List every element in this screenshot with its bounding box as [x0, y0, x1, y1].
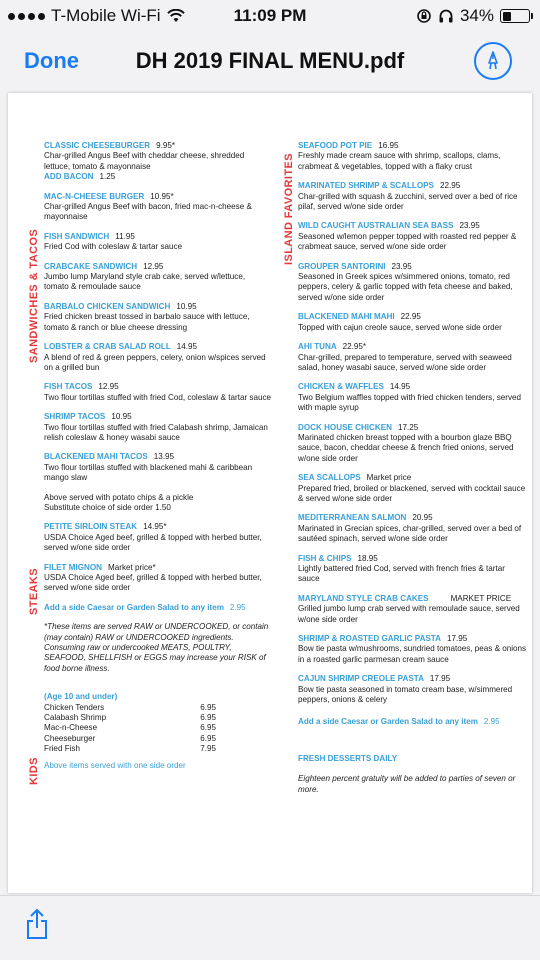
- raw-warning: *These items are served RAW or UNDERCOOKED, or contain (may contain) RAW or UNDERCOOKED ingredients. Consuming raw or undercooked MEATS, POULTRY, SEAFOOD, SHELLFISH or EGGS may increase your RISK of food borne illness.: [44, 622, 269, 673]
- headphones-icon: [438, 8, 454, 24]
- menu-item: [298, 423, 528, 465]
- item-name: FISH TACOS: [44, 382, 93, 392]
- menu-item: [298, 473, 528, 504]
- kids-header: (Age 10 and under): [44, 692, 118, 702]
- share-button[interactable]: [26, 908, 48, 945]
- item-price: 20.95: [412, 513, 433, 523]
- table-row: [44, 713, 244, 723]
- steak-add-salad: [44, 603, 272, 613]
- kids-item-price: 6.95: [200, 702, 216, 712]
- item-name: CLASSIC CHEESEBURGER: [44, 141, 151, 150]
- item-price: 23.95: [459, 221, 480, 231]
- item-description: Two flour tortillas stuffed with blackened mahi & caribbean mango slaw: [44, 462, 253, 483]
- item-description: Freshly made cream sauce with shrimp, scallops, clams, crabmeat & vegetables, topped with a flaky crust: [298, 151, 501, 171]
- item-price: 14.95*: [143, 522, 167, 532]
- item-description: Jumbo lump Maryland style crab cake, served w/lettuce, tomato & remoulade sauce: [44, 272, 246, 292]
- item-description: Char-grilled with squash & zucchini, served over a bed of rice pilaf, served w/one side order: [298, 191, 518, 212]
- item-description: USDA Choice Aged beef, grilled & topped with herbed butter, served w/one side order: [44, 573, 262, 593]
- item-name: FISH SANDWICH: [44, 231, 110, 241]
- item-name: PETITE SIRLOIN STEAK: [44, 522, 138, 532]
- item-name: MARYLAND STYLE CRAB CAKES: [298, 593, 429, 603]
- menu-item: [298, 221, 528, 252]
- carrier-label: T-Mobile Wi-Fi: [51, 6, 161, 25]
- item-description: Two flour tortillas stuffed with fried Cod, coleslaw & tartar sauce: [44, 392, 272, 402]
- menu-item: [44, 452, 272, 483]
- item-description: Marinated chicken breast topped with a bourbon glaze BBQ sauce, bacon, cheddar cheese & french fried onions, served w/one side order: [298, 432, 514, 463]
- table-row: [44, 744, 244, 754]
- markup-pen-icon: [482, 50, 504, 72]
- item-description: Seasoned in Greek spices w/simmered onions, tomato, red peppers, celery & garlic topped with feta cheese and baked, served w/one side order: [298, 272, 513, 302]
- status-right: [416, 6, 530, 26]
- item-name: SEAFOOD POT PIE: [298, 141, 373, 150]
- add-salad-label: Add a side Caesar or Garden Salad to any item: [44, 602, 224, 612]
- item-name: MEDITERRANEAN SALMON: [298, 513, 407, 523]
- item-name: BLACKENED MAHI MAHI: [298, 312, 395, 322]
- kids-item-price: 6.95: [200, 723, 216, 733]
- kids-item-price: 7.95: [200, 744, 216, 754]
- table-row: [44, 734, 244, 744]
- menu-item: [298, 674, 528, 705]
- item-price: MARKET PRICE: [450, 593, 512, 603]
- kids-item-price: 6.95: [200, 733, 216, 743]
- menu-item: [44, 563, 272, 594]
- item-price: 22.95: [439, 181, 461, 191]
- kids-item-name: Calabash Shrimp: [44, 713, 107, 723]
- item-description: Char-grilled, prepared to temperature, served with seaweed salad, honey wasabi sauce, served w/one side order: [298, 352, 512, 372]
- item-price: 17.95: [429, 674, 451, 684]
- item-name: GROUPER SANTORINI: [298, 261, 386, 271]
- item-description: USDA Choice Aged beef, grilled & topped with herbed butter, served w/one side order: [44, 532, 262, 553]
- sandwich-notes: [44, 493, 272, 514]
- desserts-label: FRESH DESSERTS DAILY: [298, 753, 398, 763]
- item-name: CAJUN SHRIMP CREOLE PASTA: [298, 674, 424, 684]
- island-add-salad: [298, 717, 528, 727]
- menu-item: [298, 554, 528, 585]
- gratuity-note: Eighteen percent gratuity will be added to parties of seven or more.: [298, 774, 516, 794]
- item-name: LOBSTER & CRAB SALAD ROLL: [44, 342, 171, 352]
- menu-item: [298, 382, 528, 413]
- menu-right-column: [298, 141, 528, 804]
- menu-item: [298, 141, 528, 172]
- item-name: WILD CAUGHT AUSTRALIAN SEA BASS: [298, 221, 454, 231]
- table-row: [44, 703, 244, 713]
- item-name: DOCK HOUSE CHICKEN: [298, 422, 392, 432]
- item-description: A blend of red & green peppers, celery, onion w/spices served on a grilled bun: [44, 352, 266, 372]
- item-description: Bow tie pasta seasoned in tomato cream base, w/simmered peppers, onions & celery: [298, 684, 513, 705]
- done-button[interactable]: Done: [24, 48, 79, 73]
- item-price: 18.95: [357, 553, 378, 563]
- kids-item-name: Cheeseburger: [44, 733, 96, 743]
- menu-item: [298, 594, 528, 625]
- item-price: 10.95: [176, 301, 197, 311]
- menu-item: [44, 192, 272, 223]
- kids-section: [44, 692, 272, 771]
- item-description: Bow tie pasta w/mushrooms, sundried tomatoes, peas & onions in a roasted garlic parmesan cream sauce: [298, 644, 527, 664]
- menu-item: [298, 262, 528, 304]
- item-name: CRABCAKE SANDWICH: [44, 261, 138, 271]
- item-description: Seasoned w/lemon pepper topped with roasted red pepper & crabmeat sauce, served w/one side order: [298, 231, 517, 252]
- item-price: 12.95: [98, 382, 119, 392]
- item-price: 10.95: [111, 412, 132, 422]
- section-label-kids: KIDS: [28, 757, 40, 785]
- add-salad-label: Add a side Caesar or Garden Salad to any item: [298, 717, 478, 727]
- item-name: SEA SCALLOPS: [298, 473, 361, 483]
- item-description: Char-grilled Angus Beef with bacon, fried mac-n-cheese & mayonnaise: [44, 202, 252, 222]
- sandwich-note: Substitute choice of side order 1.50: [44, 502, 171, 512]
- item-price: 17.95: [447, 634, 468, 644]
- kids-item-name: Mac-n-Cheese: [44, 723, 98, 733]
- item-name: MAC-N-CHEESE BURGER: [44, 191, 145, 201]
- kids-menu-table: [44, 703, 244, 755]
- item-price: 13.95: [153, 452, 174, 462]
- item-description: Two Belgium waffles topped with fried chicken tenders, served with maple syrup: [298, 392, 521, 413]
- section-label-sandwiches: SANDWICHES & TACOS: [28, 228, 40, 363]
- add-salad-price: 2.95: [229, 602, 246, 612]
- menu-item: [44, 302, 272, 333]
- item-name: BLACKENED MAHI TACOS: [44, 452, 148, 462]
- item-description: Fried Cod with coleslaw & tartar sauce: [44, 242, 183, 252]
- item-name: BARBALO CHICKEN SANDWICH: [44, 301, 171, 311]
- item-name: AHI TUNA: [298, 342, 337, 352]
- status-bar: [0, 0, 540, 30]
- item-description: Char-grilled Angus Beef with cheddar cheese, shredded lettuce, tomato & mayonnaise: [44, 151, 245, 171]
- item-description: Marinated in Grecian spices, char-grilled, served over a bed of sautéed spinach, served w/one side order: [298, 523, 522, 544]
- item-price: 22.95*: [342, 342, 367, 352]
- item-price: Market price: [366, 473, 412, 483]
- menu-item: [298, 513, 528, 544]
- kids-item-price: 6.95: [200, 713, 216, 723]
- item-price: 16.95: [378, 141, 399, 150]
- menu-item: [44, 342, 272, 373]
- desserts-note: [298, 754, 528, 764]
- item-name: MARINATED SHRIMP & SCALLOPS: [298, 181, 434, 191]
- add-salad-price: 2.95: [483, 717, 500, 727]
- nav-bar: [0, 30, 540, 90]
- markup-button[interactable]: [474, 42, 512, 80]
- item-price: 14.95: [389, 382, 411, 392]
- menu-item: [298, 181, 528, 212]
- bottom-toolbar: [0, 895, 540, 960]
- item-price: 9.95*: [156, 141, 176, 150]
- menu-item: [44, 262, 272, 293]
- kids-note: Above items served with one side order: [44, 760, 186, 770]
- section-label-island-favorites: ISLAND FAVORITES: [283, 153, 295, 265]
- sandwich-note: Above served with potato chips & a pickle: [44, 492, 194, 502]
- item-description: Two flour tortillas stuffed with fried Calabash shrimp, Jamaican relish coleslaw & honey wasabi sauce: [44, 422, 268, 442]
- pdf-page[interactable]: [8, 93, 532, 893]
- item-price: 12.95: [143, 261, 164, 271]
- item-price: Market price*: [108, 562, 156, 572]
- section-label-steaks: STEAKS: [28, 567, 40, 615]
- menu-item: [44, 412, 272, 443]
- add-bacon-price: 1.25: [99, 172, 116, 182]
- item-description: Lightly battered fried Cod, served with french fries & tartar sauce: [298, 564, 505, 584]
- battery-fill: [503, 12, 512, 21]
- menu-item: [298, 312, 528, 333]
- menu-item: [44, 232, 272, 253]
- item-name: FILET MIGNON: [44, 562, 102, 572]
- document-title: DH 2019 FINAL MENU.pdf: [135, 48, 405, 73]
- share-icon: [26, 908, 48, 940]
- item-description: Grilled jumbo lump crab served with remoulade sauce, served w/one side order: [298, 604, 520, 624]
- menu-item: [44, 522, 272, 553]
- battery-icon: [500, 9, 530, 23]
- item-name: CHICKEN & WAFFLES: [298, 382, 384, 392]
- orientation-lock-icon: [416, 8, 432, 24]
- item-price: 14.95: [176, 342, 198, 352]
- item-price: 22.95: [400, 312, 421, 322]
- battery-percent: 34%: [459, 6, 494, 25]
- kids-item-name: Chicken Tenders: [44, 702, 105, 712]
- item-price: 23.95: [391, 261, 412, 271]
- item-name: FISH & CHIPS: [298, 553, 352, 563]
- table-row: [44, 723, 244, 733]
- item-description: Prepared fried, broiled or blackened, served with cocktail sauce & served w/one side order: [298, 483, 526, 503]
- item-description: Topped with cajun creole sauce, served w/one side order: [298, 322, 502, 332]
- item-price: 10.95*: [150, 191, 174, 201]
- kids-item-name: Fried Fish: [44, 744, 80, 754]
- item-price: 17.25: [397, 422, 419, 432]
- status-time: 11:09 PM: [233, 6, 307, 25]
- menu-item: [298, 634, 528, 665]
- add-bacon-label: ADD BACON: [44, 172, 94, 182]
- item-name: SHRIMP TACOS: [44, 412, 106, 422]
- item-description: Fried chicken breast tossed in barbalo sauce with lettuce, tomato & ranch or blue cheese dressing: [44, 312, 250, 332]
- menu-left-column: [44, 141, 272, 771]
- menu-item: [44, 141, 272, 183]
- menu-item: [44, 382, 272, 403]
- item-name: SHRIMP & ROASTED GARLIC PASTA: [298, 634, 441, 644]
- item-price: 11.95: [115, 231, 135, 241]
- menu-item: [298, 342, 528, 373]
